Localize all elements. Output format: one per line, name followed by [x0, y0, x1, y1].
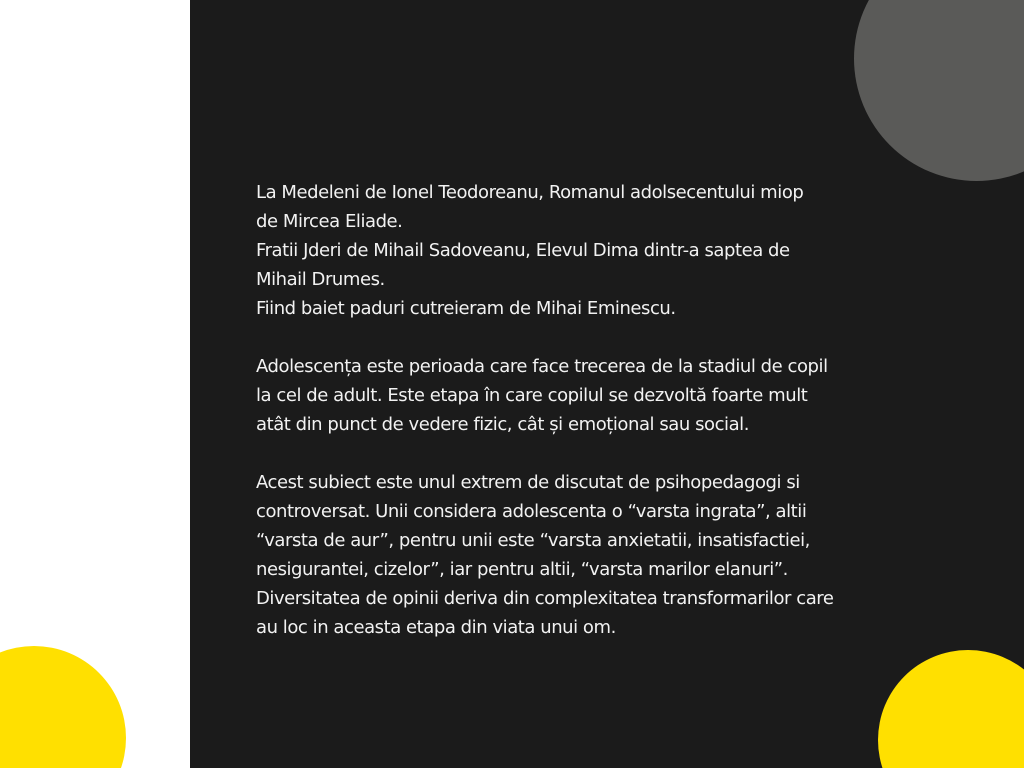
text-line: Mihail Drumes.: [256, 269, 385, 290]
text-line: Fratii Jderi de Mihail Sadoveanu, Elevul Dima dintr-a saptea de: [256, 240, 790, 261]
text-line: atât din punct de vedere fizic, cât și emoțional sau social.: [256, 414, 749, 435]
text-line: Fiind baiet paduri cutreieram de Mihai Eminescu.: [256, 298, 676, 319]
text-line: nesigurantei, cizelor”, iar pentru altii, “varsta marilor elanuri”.: [256, 559, 788, 580]
text-line: au loc in aceasta etapa din viata unui om.: [256, 617, 616, 638]
paragraph-adolescence-definition: [256, 352, 906, 439]
text-line: Diversitatea de opinii deriva din complexitatea transformarilor care: [256, 588, 834, 609]
paragraph-book-list: [256, 178, 906, 323]
text-line: de Mircea Eliade.: [256, 211, 403, 232]
text-line: La Medeleni de Ionel Teodoreanu, Romanul adolsecentului miop: [256, 182, 804, 203]
text-line: Adolescența este perioada care face trecerea de la stadiul de copil: [256, 356, 828, 377]
text-line: “varsta de aur”, pentru unii este “varsta anxietatii, insatisfactiei,: [256, 530, 810, 551]
paragraph-controversy: [256, 468, 906, 642]
yellow-circle-decoration-left: [0, 646, 126, 768]
body-text-block: [256, 178, 906, 642]
text-line: controversat. Unii considera adolescenta o “varsta ingrata”, altii: [256, 501, 807, 522]
text-line: Acest subiect este unul extrem de discutat de psihopedagogi si: [256, 472, 800, 493]
text-line: la cel de adult. Este etapa în care copilul se dezvoltă foarte mult: [256, 385, 808, 406]
